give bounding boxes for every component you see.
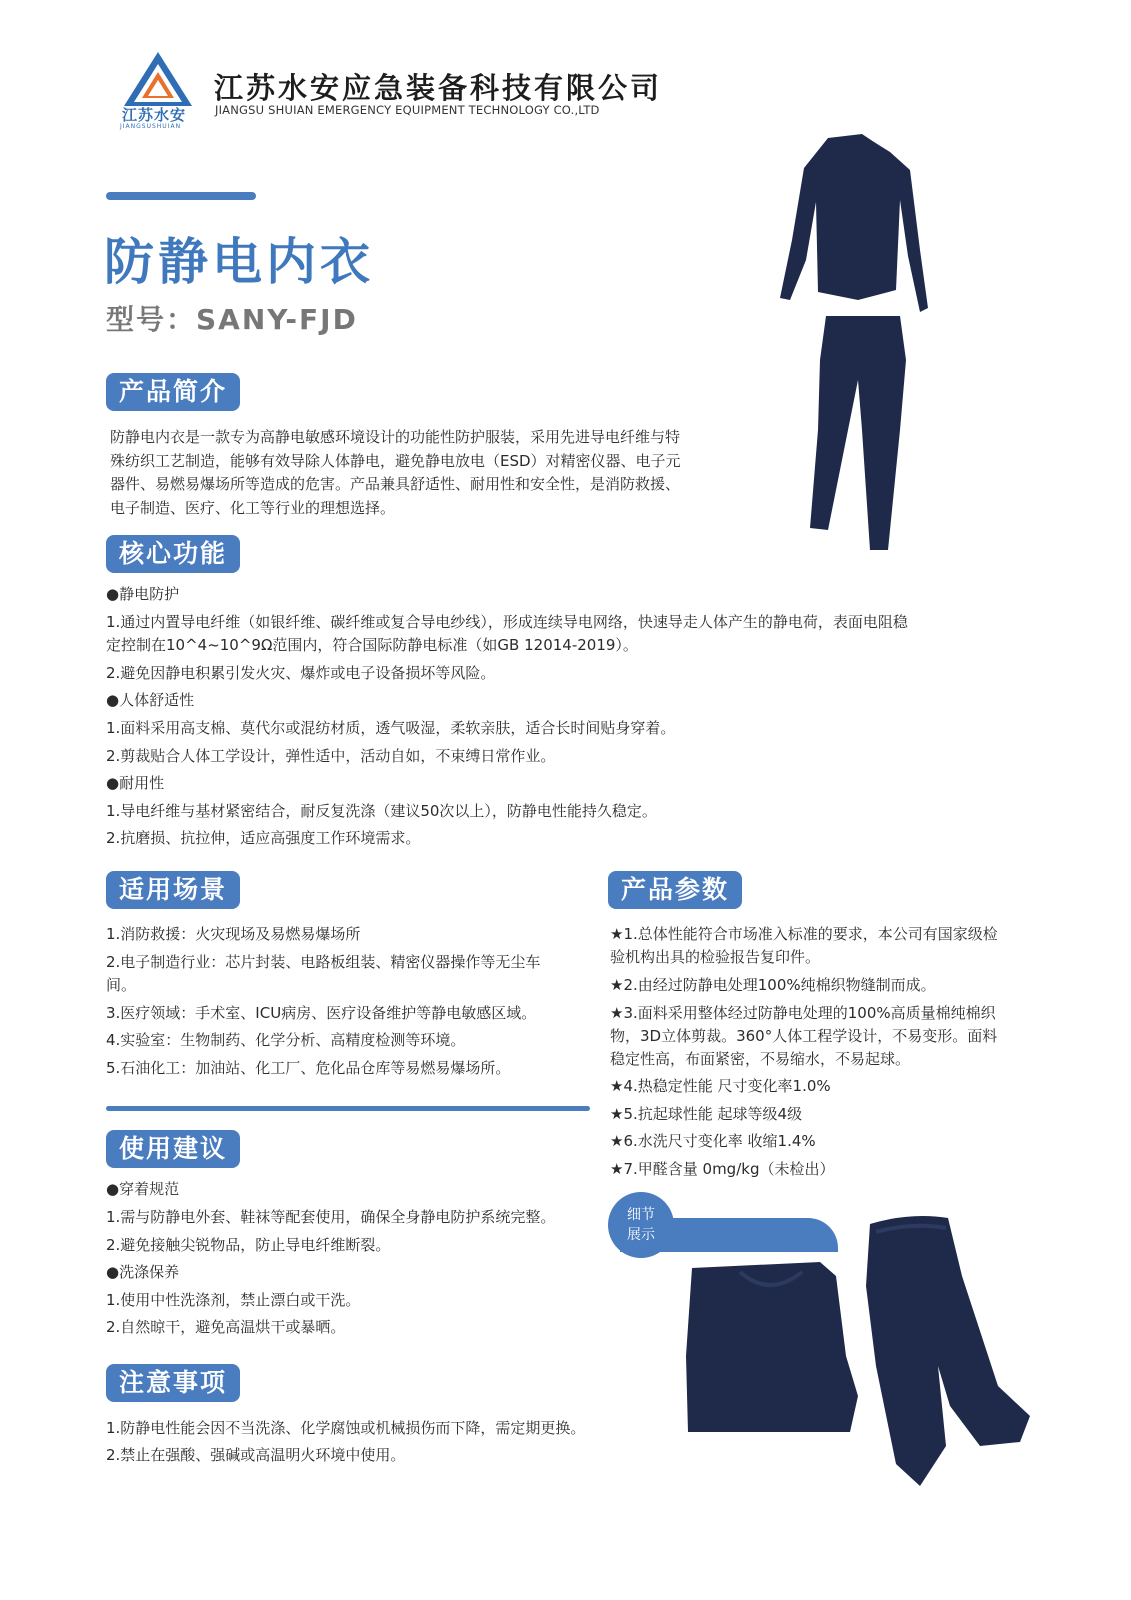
core-line: 2.剪裁贴合人体工学设计，弹性适中，活动自如，不束缚日常作业。	[106, 747, 556, 765]
intro-line: 器件、易燃易爆场所等造成的危害。产品兼具舒适性、耐用性和安全性，是消防救援、	[110, 475, 681, 493]
param-line: ★3.面料采用整体经过防静电处理的100%高质量棉纯棉织	[610, 1004, 996, 1022]
core-line: 1.通过内置导电纤维（如银纤维、碳纤维或复合导电纱线），形成连续导电网络，快速导走人体产生的静电荷，表面电阻稳	[106, 613, 908, 631]
section-label-core: 核心功能	[106, 535, 240, 573]
detail-badge-line2: 展示	[627, 1227, 655, 1243]
core-line: ●耐用性	[106, 774, 165, 792]
param-line: ★2.由经过防静电处理100%纯棉织物缝制而成。	[610, 976, 936, 994]
accent-bar	[106, 192, 256, 200]
param-line: ★5.抗起球性能 起球等级4级	[610, 1105, 803, 1123]
core-line: 2.抗磨损、抗拉伸，适应高强度工作环境需求。	[106, 829, 421, 847]
core-line: 1.面料采用高支棉、莫代尔或混纺材质，透气吸湿，柔软亲肤，适合长时间贴身穿着。	[106, 719, 676, 737]
garment-detail-image	[680, 1206, 1038, 1488]
param-line: 验机构出具的检验报告复印件。	[610, 948, 821, 966]
section-label-params: 产品参数	[608, 871, 742, 909]
param-line: ★1.总体性能符合市场准入标准的要求，本公司有国家级检	[610, 925, 998, 943]
intro-line: 防静电内衣是一款专为高静电敏感环境设计的功能性防护服装，采用先进导电纤维与特	[110, 428, 681, 446]
product-model: 型号：SANY-FJD	[106, 303, 358, 336]
param-line: ★7.甲醛含量 0mg/kg（未检出）	[610, 1160, 835, 1178]
intro-text	[110, 426, 681, 520]
core-line: ●人体舒适性	[106, 691, 195, 709]
intro-line: 电子制造、医疗、化工等行业的理想选择。	[110, 498, 396, 517]
company-name-en: JIANGSU SHUIAN EMERGENCY EQUIPMENT TECHNOLOGY CO.,LTD	[215, 103, 600, 117]
company-name-cn: 江苏水安应急装备科技有限公司	[214, 71, 663, 105]
usage-line: 2.自然晾干，避免高温烘干或暴晒。	[106, 1318, 346, 1336]
note-line: 2.禁止在强酸、强碱或高温明火环境中使用。	[106, 1446, 406, 1464]
core-line: 1.导电纤维与基材紧密结合，耐反复洗涤（建议50次以上），防静电性能持久稳定。	[106, 802, 657, 820]
scene-line: 5.石油化工：加油站、化工厂、危化品仓库等易燃易爆场所。	[106, 1059, 511, 1077]
scene-line: 3.医疗领域：手术室、ICU病房、医疗设备维护等静电敏感区域。	[106, 1004, 537, 1022]
section-label-intro: 产品简介	[106, 373, 240, 411]
section-label-usage: 使用建议	[106, 1130, 240, 1168]
scene-line: 2.电子制造行业：芯片封装、电路板组装、精密仪器操作等无尘车	[106, 953, 541, 971]
intro-line: 殊纺织工艺制造，能够有效导除人体静电，避免静电放电（ESD）对精密仪器、电子元	[110, 451, 681, 470]
scene-line: 4.实验室：生物制药、化学分析、高精度检测等环境。	[106, 1031, 466, 1049]
param-line: ★4.热稳定性能 尺寸变化率1.0%	[610, 1077, 831, 1095]
core-line: 定控制在10^4~10^9Ω范围内，符合国际防静电标准（如GB 12014-2019）。	[106, 636, 638, 654]
note-line: 1.防静电性能会因不当洗涤、化学腐蚀或机械损伤而下降，需定期更换。	[106, 1419, 586, 1437]
scene-line: 间。	[106, 976, 137, 994]
param-line: 物，3D立体剪裁。360°人体工程学设计，不易变形。面料	[610, 1027, 998, 1045]
detail-badge-line1: 细节	[627, 1207, 655, 1223]
detail-badge	[608, 1192, 674, 1258]
garment-image	[770, 130, 950, 555]
logo-text-cn: 江苏水安	[122, 106, 187, 124]
usage-line: ●洗涤保养	[106, 1263, 180, 1281]
logo-text-en: JIANGSUSHUIAN	[120, 123, 182, 130]
usage-line: 1.需与防静电外套、鞋袜等配套使用，确保全身静电防护系统完整。	[106, 1208, 556, 1226]
section-label-notes: 注意事项	[106, 1364, 240, 1402]
core-line: ●静电防护	[106, 585, 180, 603]
usage-line: 1.使用中性洗涤剂，禁止漂白或干洗。	[106, 1291, 361, 1309]
core-line: 2.避免因静电积累引发火灾、爆炸或电子设备损坏等风险。	[106, 664, 496, 682]
product-title: 防静电内衣	[104, 233, 374, 291]
scene-line: 1.消防救援：火灾现场及易燃易爆场所	[106, 925, 361, 943]
section-label-scenes: 适用场景	[106, 871, 240, 909]
section-divider	[106, 1106, 590, 1111]
usage-line: 2.避免接触尖锐物品，防止导电纤维断裂。	[106, 1236, 391, 1254]
param-line: ★6.水洗尺寸变化率 收缩1.4%	[610, 1132, 816, 1150]
usage-line: ●穿着规范	[106, 1180, 180, 1198]
param-line: 稳定性高，布面紧密，不易缩水，不易起球。	[610, 1050, 911, 1068]
